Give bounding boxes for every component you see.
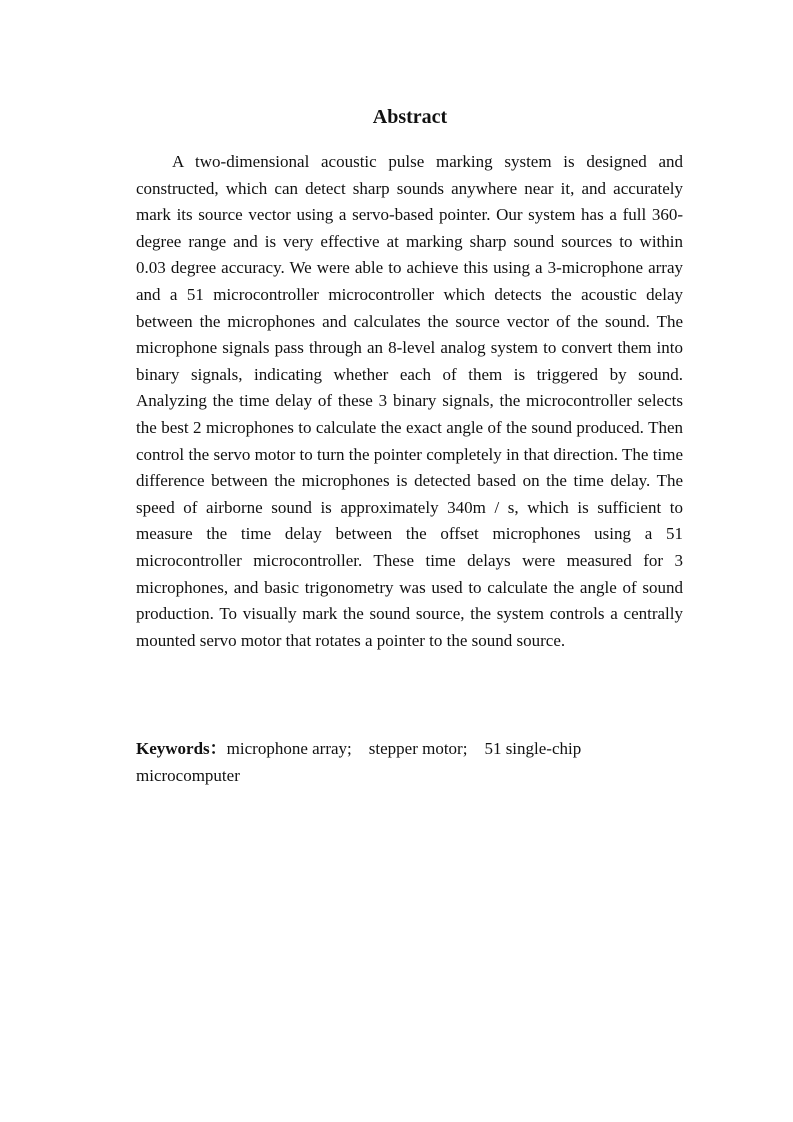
keywords-line	[136, 735, 683, 789]
keyword-item: microphone array;	[226, 739, 352, 758]
keywords-label: Keywords：	[136, 739, 227, 758]
keyword-item: stepper motor;	[368, 739, 468, 758]
abstract-paragraph: A two-dimensional acoustic pulse marking system is designed and constructed, which can detect sharp sounds anywhere near it, and accurately mark its source vector using a servo-based pointer. Our system has a full 360-degree range and is very effective at marking sharp sound sources to within 0.03 degree accuracy. We were able to achieve this using a 3-microphone array and a 51 microcontroller microcontroller which detects the acoustic delay between the microphones and calculates the source vector of the sound. The microphone signals pass through an 8-level analog system to convert them into binary signals, indicating whether each of them is triggered by sound. Analyzing the time delay of these 3 binary signals, the microcontroller selects the best 2 microphones to calculate the exact angle of the sound produced. Then control the servo motor to turn the pointer completely in that direction. The time difference between the microphones is detected based on the time delay. The speed of airborne sound is approximately 340m / s, which is sufficient to measure the time delay between the offset microphones using a 51 microcontroller microcontroller. These time delays were measured for 3 microphones, and basic trigonometry was used to calculate the angle of sound production. To visually mark the sound source, the system controls a centrally mounted servo motor that rotates a pointer to the sound source.	[136, 152, 683, 650]
keyword-item: 51 single-chip microcomputer	[136, 739, 582, 785]
abstract-title: Abstract	[372, 106, 448, 128]
